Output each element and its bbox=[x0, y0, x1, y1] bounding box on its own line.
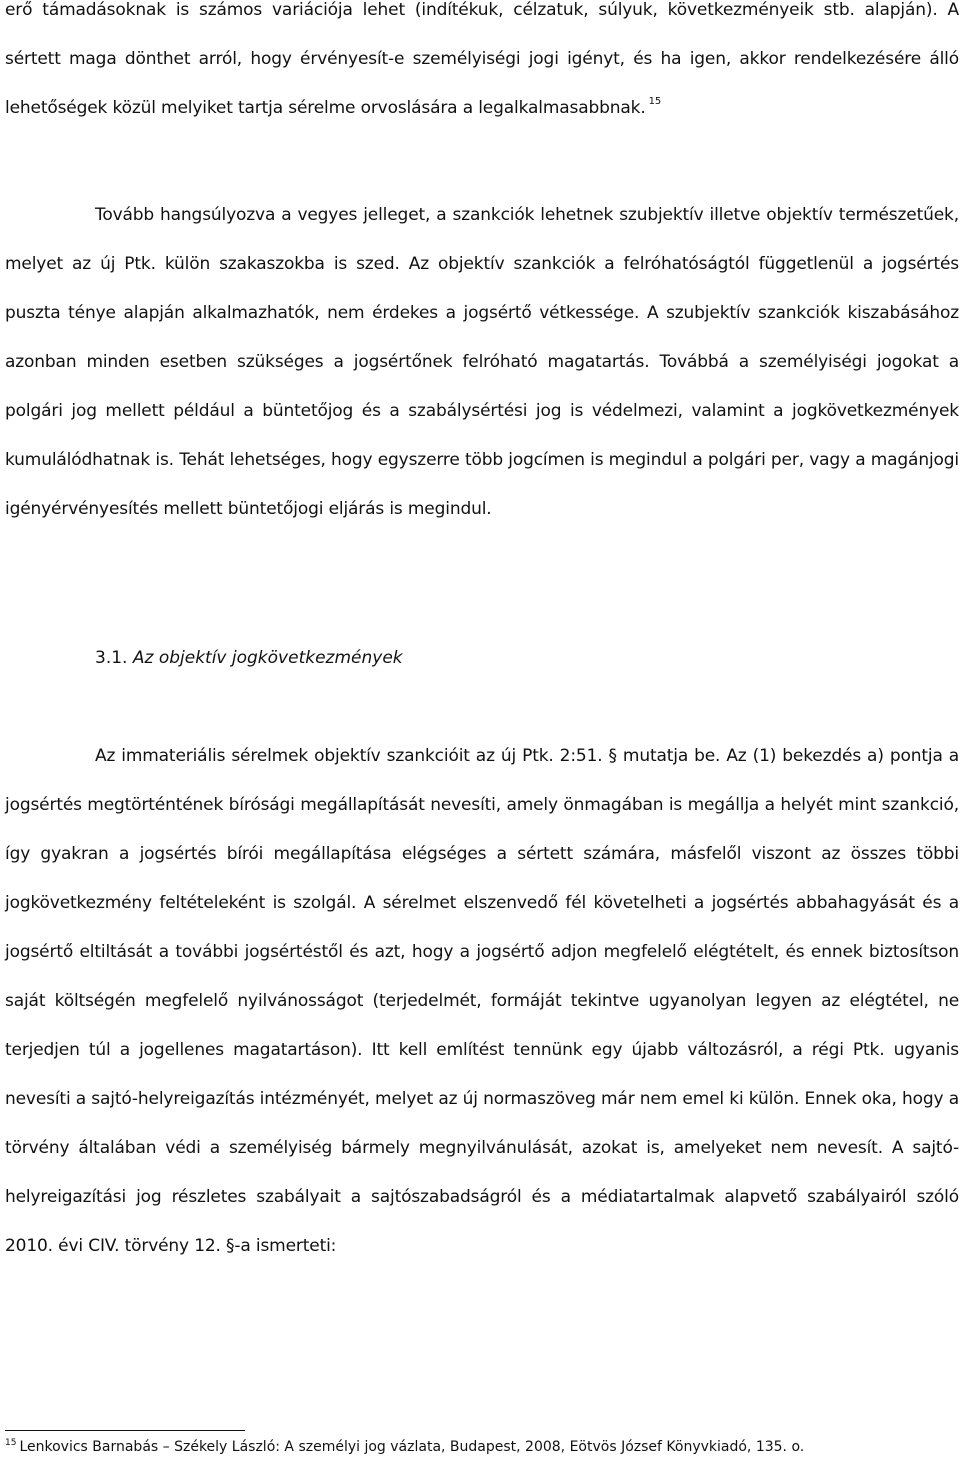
footnote-reference[interactable]: 15 bbox=[648, 96, 662, 107]
paragraph-sanctions: Tovább hangsúlyozva a vegyes jelleget, a szankciók lehetnek szubjektív illetve objektív természetűek, melyet az új Ptk. külön szakaszokba is szed. Az objektív szankciók a felróhatóságtól függetlenül a jogsértés puszta ténye alapján alkalmazhatók, nem érdekes a jogsértő vétkessége. A szubjektív szankciók kiszabásához azonban minden esetben szükséges a jogsértőnek felróható magatartás. Továbbá a személyiségi jogokat a polgári jog mellett például a büntetőjog és a szabálysértési jog is védelmezi, valamint a jogkövetkezmények kumulálódhatnak is. Tehát lehetséges, hogy egyszerre több jogcímen is megindul a polgári per, vagy a magánjogi igényérvényesítés mellett büntetőjogi eljárás is megindul. bbox=[5, 205, 959, 519]
section-number: 3.1. bbox=[95, 648, 128, 668]
section-heading bbox=[95, 645, 403, 671]
footnote bbox=[5, 1438, 804, 1456]
paragraph-objective-sanctions: Az immateriális sérelmek objektív szankcióit az új Ptk. 2:51. § mutatja be. Az (1) bekezdés a) pontja a jogsértés megtörténtének bírósági megállapítását nevesíti, amely önmagában is megállja a helyét mint szankció, így gyakran a jogsértés bírói megállapítása elégséges a sértett számára, másfelől viszont az összes többi jogkövetkezmény feltételeként is szolgál. A sérelmet elszenvedő fél követelheti a jogsértés abbahagyását és a jogsértő eltiltását a további jogsértéstől és azt, hogy a jogsértő adjon megfelelő elégtételt, és ennek biztosítson saját költségén megfelelő nyilvánosságot (terjedelmét, formáját tekintve ugyanolyan legyen az elégtétel, ne terjedjen túl a jogellenes magatartáson). Itt kell említést tennünk egy újabb változásról, a régi Ptk. ugyanis nevesíti a sajtó-helyreigazítás intézményét, melyet az új normaszöveg már nem emel ki külön. Ennek oka, hogy a törvény általában védi a személyiség bármely megnyilvánulását, azokat is, amelyeket nem nevesít. A sajtó-helyreigazítási jog részletes szabályait a sajtószabadságról és a médiatartalmak alapvető szabályairól szóló 2010. évi CIV. törvény 12. §-a ismerteti: bbox=[5, 746, 959, 1256]
footnote-text: Lenkovics Barnabás – Székely László: A személyi jog vázlata, Budapest, 2008, Eötvös József Könyvkiadó, 135. o. bbox=[19, 1439, 805, 1455]
footnote-marker: 15 bbox=[5, 1438, 17, 1448]
footnote-divider bbox=[5, 1430, 245, 1431]
paragraph-intro bbox=[5, 0, 959, 133]
paragraph-intro-text: erő támadásoknak is számos variációja lehet (indítékuk, célzatuk, súlyuk, következményeik stb. alapján). A sértett maga dönthet arról, hogy érvényesít-e személyiségi jogi igényt, és ha igen, akkor rendelkezésére álló lehetőségek közül melyiket tartja sérelme orvoslására a legalkalmasabbnak. bbox=[5, 0, 959, 118]
section-title: Az objektív jogkövetkezmények bbox=[132, 648, 403, 668]
